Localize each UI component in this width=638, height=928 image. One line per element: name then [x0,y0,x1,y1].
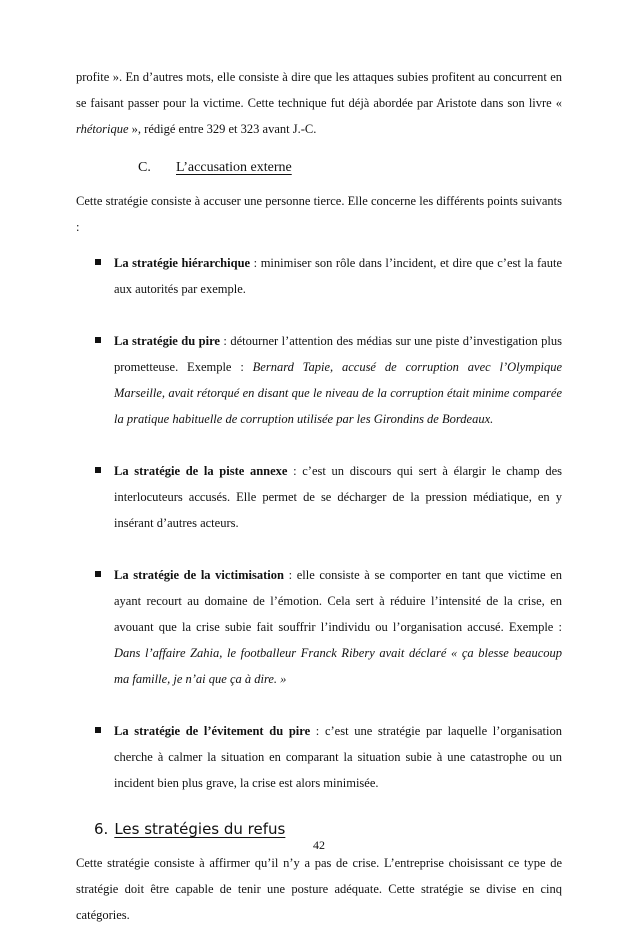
lead-paragraph: Cette stratégie consiste à accuser une personne tierce. Elle concerne les différents points suivants : [76,194,562,234]
square-bullet-icon [95,259,101,265]
intro-text-end: », rédigé entre 329 et 323 avant J.-C. [128,122,317,136]
intro-paragraph [76,64,562,142]
bullet-text: : c’est un discours qui sert à élargir le champ des interlocuteurs accusés. Elle permet de se décharger de la pression médiatique, en y insérant d’autres acteurs. [114,464,562,530]
section-number: 6. [94,820,109,838]
bullet-item-pire [76,328,562,432]
square-bullet-icon [95,727,101,733]
bullet-item-victimisation [76,562,562,692]
bullet-item-hierarchique [76,250,562,302]
bullet-example: Bernard Tapie, accusé de corruption avec l’Olympique Marseille, avait rétorqué en disant que le niveau de la corruption était minime comparée la pratique habituelle de corruption utilisée par les Girondins de Bordeaux. [114,360,562,426]
bullet-item-piste-annexe [76,458,562,536]
closing-paragraph: Cette stratégie consiste à affirmer qu’il n’y a pas de crise. L’entreprise choisissant ce type de stratégie doit être capable de tenir une posture adéquate. Cette stratégie se divise en cinq catégories. [76,856,562,922]
bullet-term: La stratégie de la piste annexe [114,464,288,478]
bullet-term: La stratégie de la victimisation [114,568,284,582]
square-bullet-icon [95,571,101,577]
bullet-example: Dans l’affaire Zahia, le footballeur Franck Ribery avait déclaré « ça blesse beaucoup ma famille, je n’ai que ça à dire. » [114,646,562,686]
bullet-text: : minimiser son rôle dans l’incident, et dire que c’est la faute aux autorités par exemple. [114,256,562,296]
subsection-heading [76,154,562,182]
bullet-text: : détourner l’attention des médias sur une piste d’investigation plus prometteuse. Exemple : [114,334,563,374]
bullet-item-evitement [76,718,562,796]
bullet-term: La stratégie hiérarchique [114,256,251,270]
intro-text: profite ». En d’autres mots, elle consiste à dire que les attaques subies profitent au concurrent en se faisant passer pour la victime. Cette technique fut déjà abordée par Aristote dans son livre « [76,70,562,110]
subsection-letter: C. [138,160,151,175]
bullet-text: : elle consiste à se comporter en tant que victime en ayant recourt au domaine de l’émotion. Cela sert à réduire l’intensité de la crise, en avouant que la crise subie fait souffrir l’individu ou l’organisation accusé. Exemple : [114,568,562,634]
bullet-term: La stratégie de l’évitement du pire [114,724,311,738]
bullet-text: : c’est une stratégie par laquelle l’organisation cherche à calmer la situation en comparant la situation subie à une catastrophe ou un incident bien plus grave, la crise est alors minimisée. [114,724,562,790]
page-number: 42 [313,838,325,852]
section-title: Les stratégies du refus [114,820,286,838]
intro-italic-title: rhétorique [76,122,129,136]
square-bullet-icon [95,337,101,343]
bullet-term: La stratégie du pire [114,334,220,348]
subsection-title: L’accusation externe [176,160,292,175]
square-bullet-icon [95,467,101,473]
